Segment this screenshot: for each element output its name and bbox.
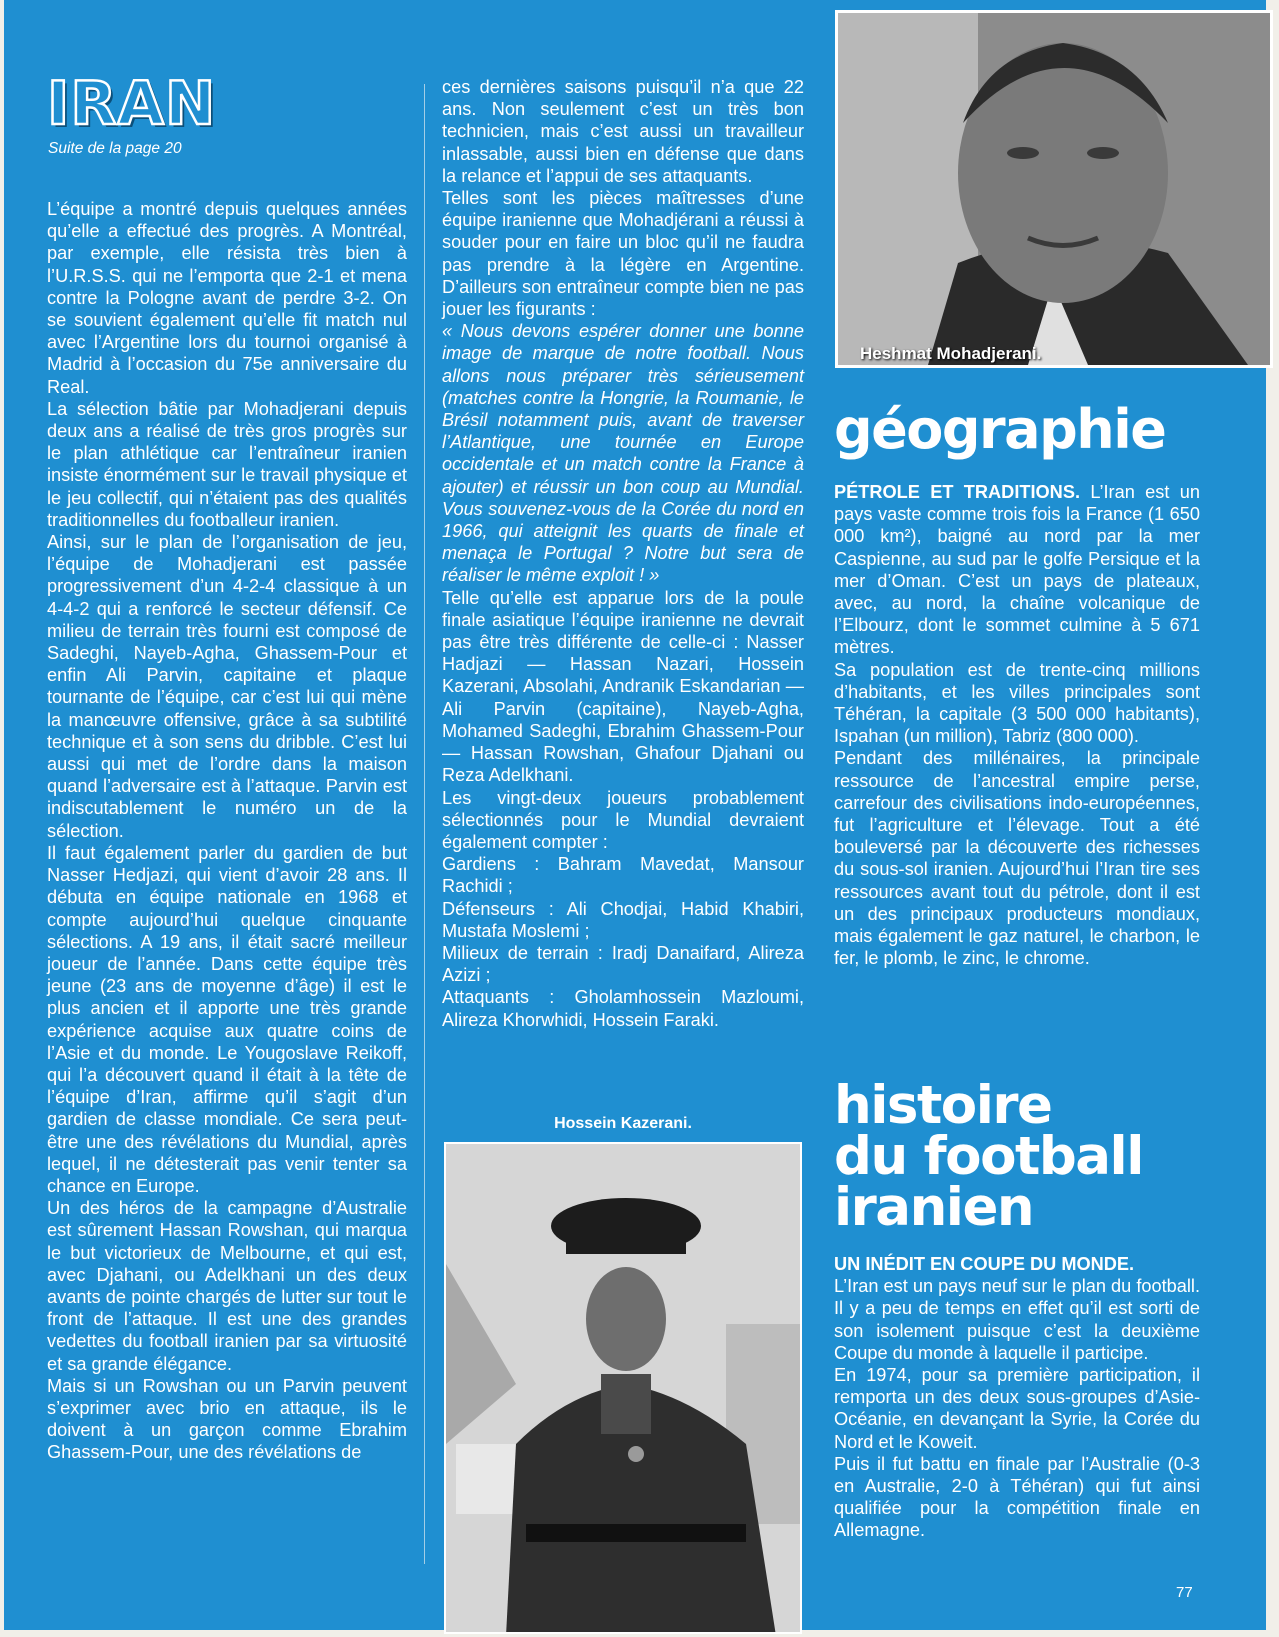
section-title-geographie: géographie xyxy=(834,398,1166,461)
squad-goalkeepers: Gardiens : Bahram Mavedat, Mansour Rachidi ; xyxy=(442,854,804,897)
lead-in: UN INÉDIT EN COUPE DU MONDE. xyxy=(834,1254,1135,1274)
photo-mohadjerani xyxy=(835,10,1273,368)
paragraph: Puis il fut battu en finale par l’Australie (0-3 en Australie, 2-0 à Téhéran) qui fut ainsi qualifiée pour la compétition finale en Allemagne. xyxy=(834,1453,1200,1541)
paragraph: Sa population est de trente-cinq millions d’habitants, et les villes principales sont Téhéran, la capitale (3 500 000 habitants), Ispahan (un million), Tabriz (800 000). xyxy=(834,659,1200,747)
paragraph-text: L’Iran est un pays vaste comme trois fois la France (1 650 000 km²), baigné au nord par la mer Caspienne, au sud par le golfe Persique et la mer d’Oman. C’est un pays de plateaux, avec, au nord, la chaîne volcanique de l’Elbourz, dont le sommet culmine à 5 671 mètres. xyxy=(834,482,1200,658)
title-line: histoire xyxy=(834,1075,1052,1136)
paragraph: Mais si un Rowshan ou un Parvin peuvent s’exprimer avec brio en attaque, ils le doivent à un garçon comme Ebrahim Ghassem-Pour, une des révélations de xyxy=(47,1375,407,1463)
section-title-histoire xyxy=(834,1075,1143,1238)
photo-caption-kazerani: Hossein Kazerani. xyxy=(554,1115,692,1132)
portrait-photo-illustration xyxy=(838,13,1270,365)
paragraph: Pendant des millénaires, la principale ressource de l’ancestral empire perse, carrefour des civilisations indo-européennes, fut l’agriculture et l’élevage. Tout a été bouleversé par la découverte des richesses du sous-sol iranien. Aujourd’hui l’Iran tire ses ressources avant tout du pétrole, dont il est un des principaux producteurs mondiaux, mais également le gaz naturel, le charbon, le fer, le plomb, le zinc, le chrome. xyxy=(834,748,1200,969)
squad-midfielders: Milieux de terrain : Iradj Danaifard, Alireza Azizi ; xyxy=(442,942,804,986)
photo-caption-mohadjerani: Heshmat Mohadjerani. xyxy=(860,344,1042,363)
squad-defenders: Défenseurs : Ali Chodjai, Habid Khabiri, Mustafa Moslemi ; xyxy=(442,898,804,941)
coach-quote: « Nous devons espérer donner une bonne image de marque de notre football. Nous allons nous préparer très sérieusement (matches contre la Hongrie, la Roumanie, le Brésil notamment puis, avant de traverser l’Atlantique, une tournée en Europe occidentale et un match contre la France à ajouter) et réussir un bon coup au Mundial. Vous souvenez-vous de la Corée du nord en 1966, qui atteignit les quarts de finale et menaça le Portugal ? Notre but sera de réaliser le même exploit ! » xyxy=(442,321,804,586)
paragraph: Les vingt-deux joueurs probablement sélectionnés pour le Mundial devraient également compter : xyxy=(442,787,804,852)
page-number: 77 xyxy=(1176,1584,1193,1601)
continuation-note: Suite de la page 20 xyxy=(48,140,182,157)
paragraph: Un des héros de la campagne d’Australie est sûrement Hassan Rowshan, qui marqua le but victorieux de Melbourne, et qui est, avec Djahani, ou Adelkhani un des deux avants de pointe chargés de lutter sur tout le front de l’attaque. Il est une des grandes vedettes du football iranien par sa virtuosité et sa grande élégance. xyxy=(47,1198,407,1374)
column-divider xyxy=(424,84,425,1564)
histoire-text xyxy=(834,1253,1200,1542)
title-line: iranien xyxy=(834,1177,1034,1238)
paragraph: L’équipe a montré depuis quelques années qu’elle a effectué des progrès. A Montréal, par exemple, elle résista très bien à l’U.R.S.S. qui ne l’emporta que 2-1 et mena contre la Pologne avant de perdre 3-2. On se souvient également qu’elle fit match nul avec l’Argentine lors du tournoi organisé à Madrid à l’occasion du 75e anniversaire du Real. xyxy=(47,199,407,397)
soldier-photo-illustration xyxy=(446,1144,802,1634)
squad-forwards: Attaquants : Gholamhossein Mazloumi, Alireza Khorwhidi, Hossein Faraki. xyxy=(442,987,804,1030)
paragraph: La sélection bâtie par Mohadjerani depuis deux ans a réalisé de très gros progrès sur le plan athlétique car l’entraîneur iranien insiste énormément sur le travail physique et le jeu collectif, qui n’étaient pas des qualités traditionnelles du footballeur iranien. xyxy=(47,398,407,530)
paragraph: En 1974, pour sa première participation, il remporta un des deux sous-groupes d’Asie-Océanie, en devançant la Syrie, la Corée du Nord et le Koweit. xyxy=(834,1365,1200,1452)
article-column-1 xyxy=(47,198,407,1464)
section-title-iran: IRAN xyxy=(47,69,217,139)
paragraph: Telles sont les pièces maîtresses d’une équipe iranienne que Mohadjérani a réussi à souder pour en faire un bloc qu’il ne faudra pas prendre à la légère en Argentine. D’ailleurs son entraîneur compte bien ne pas jouer les figurants : xyxy=(442,188,804,320)
photo-kazerani xyxy=(444,1142,802,1634)
title-line: du football xyxy=(834,1126,1143,1187)
lead-in: PÉTROLE ET TRADITIONS. xyxy=(834,482,1080,502)
paragraph: ces dernières saisons puisqu’il n’a que 22 ans. Non seulement c’est un très bon technicien, mais c’est aussi un travailleur inlassable, aussi bien en défense que dans la relance et l’appui de ses attaquants. xyxy=(442,77,804,186)
paragraph: L’Iran est un pays neuf sur le plan du football. Il y a peu de temps en effet qu’il est sorti de son isolement puisque c’est la deuxième Coupe du monde à laquelle il participe. xyxy=(834,1276,1201,1363)
paragraph: Il faut également parler du gardien de but Nasser Hedjazi, qui vient d’avoir 28 ans. Il débuta en équipe nationale en 1968 et compte aujourd’hui quelque cinquante sélections. A 19 ans, il était sacré meilleur joueur de l’année. Dans cette équipe très jeune (23 ans de moyenne d’âge) il est le plus ancien et il apporte une très grande expérience acquise aux quatre coins de l’Asie et du monde. Le Yougoslave Reikoff, qui l’a découvert quand il était à la tête de l’équipe d’Iran, affirme qu’il s’agit d’un gardien de classe mondiale. Ce sera peut-être une des révélations du Mundial, après lequel, il ne détesterait pas venir tenter sa chance en Europe. xyxy=(47,842,407,1196)
geographie-text xyxy=(834,481,1200,969)
article-column-2 xyxy=(442,76,804,1031)
paragraph: Ainsi, sur le plan de l’organisation de jeu, l’équipe de Mohadjerani est passée progressivement d’un 4-2-4 classique à un 4-4-2 qui a renforcé le secteur défensif. Ce milieu de terrain très fourni est composé de Sadeghi, Nayeb-Agha, Ghassem-Pour et enfin Ali Parvin, capitaine et plaque tournante de l’équipe, car c’est lui qui mène la manœuvre offensive, grâce à sa subtilité technique et à son sens du dribble. C’est lui aussi qui met de l’ordre dans la maison quand l’adversaire est à l’attaque. Parvin est indiscutablement le numéro un de la sélection. xyxy=(47,532,407,841)
paragraph xyxy=(834,481,1200,659)
paragraph: Telle qu’elle est apparue lors de la poule finale asiatique l’équipe iranienne ne devrait pas être très différente de celle-ci : Nasser Hadjazi — Hassan Nazari, Hossein Kazerani, Absolahi, Andranik Eskandarian — Ali Parvin (capitaine), Nayeb-Agha, Mohamed Sadeghi, Ebrahim Ghassem-Pour — Hassan Rowshan, Ghafour Djahani ou Reza Adelkhani. xyxy=(442,587,804,786)
